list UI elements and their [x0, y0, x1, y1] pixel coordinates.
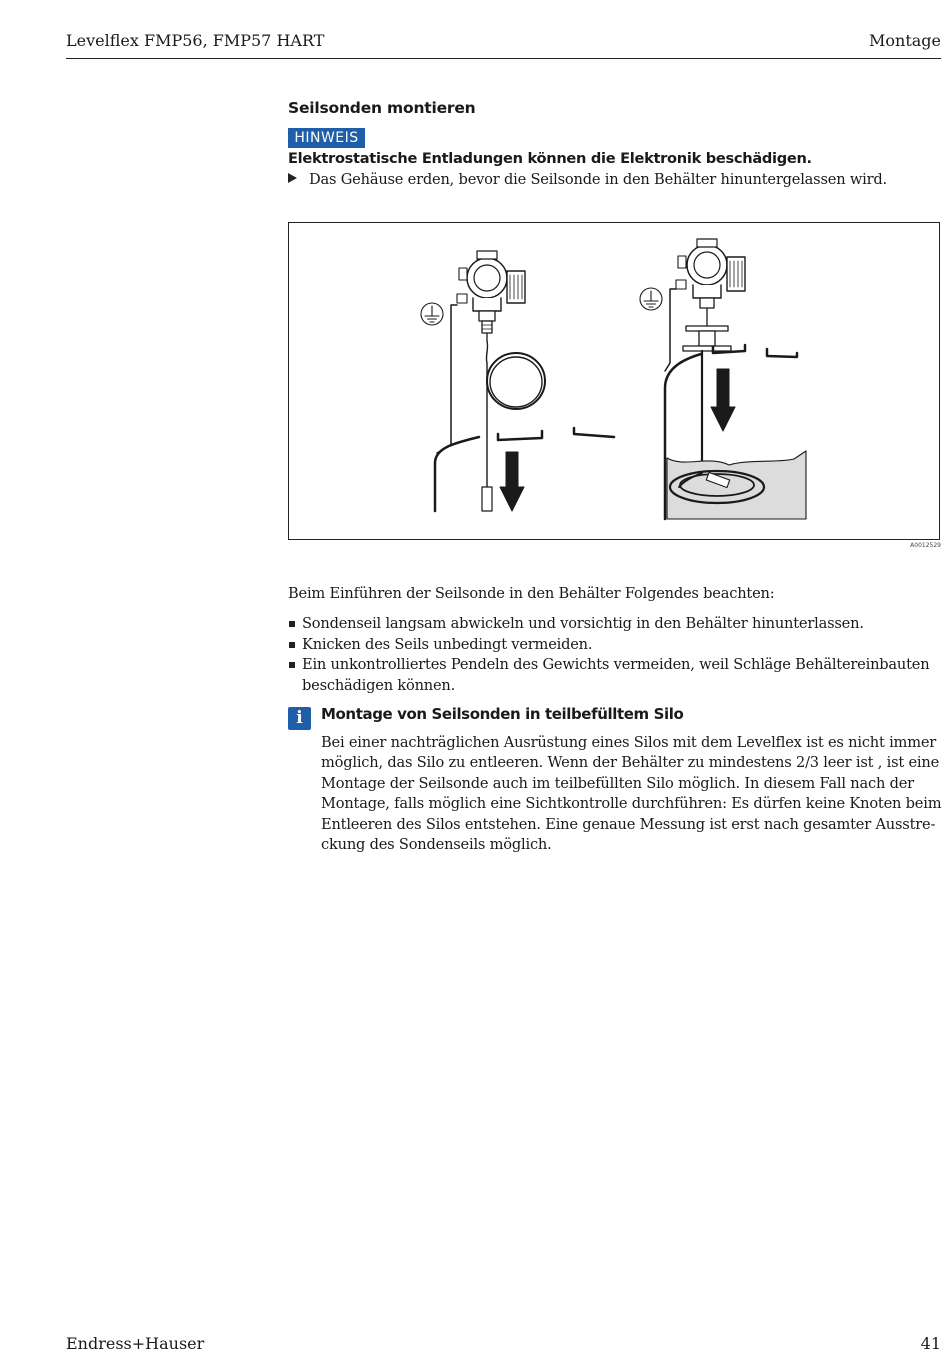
installation-figure [288, 222, 940, 540]
header-document-title: Levelflex FMP56, FMP57 HART [66, 31, 325, 50]
info-line: Montage der Seilsonde auch im teilbefüllten Silo möglich. In diesem Fall nach der [321, 774, 914, 792]
list-item-text: Knicken des Seils unbedingt vermeiden. [302, 635, 593, 653]
bullet-square-icon [289, 642, 295, 648]
intro-text: Beim Einführen der Seilsonde in den Behälter Folgendes beachten: [288, 585, 775, 602]
footer-company: Endress+Hauser [66, 1334, 205, 1353]
section-title: Seilsonden montieren [288, 99, 476, 117]
header-rule [66, 58, 941, 59]
bullet-square-icon [289, 621, 295, 627]
page-number: 41 [920, 1334, 941, 1353]
silo-fill-material [667, 451, 806, 519]
list-item [288, 614, 938, 635]
list-item [288, 655, 938, 696]
left-silo [435, 428, 614, 511]
instruction-list [288, 614, 938, 696]
notice-badge: HINWEIS [288, 128, 365, 148]
list-item-text: Sondenseil langsam abwickeln und vorsichtig in den Behälter hinunterlassen. [302, 615, 864, 632]
left-transmitter [457, 251, 525, 341]
right-down-arrow [711, 369, 735, 431]
info-icon: i [288, 707, 311, 730]
list-item-text-continued: beschädigen können. [302, 676, 456, 694]
left-rope [486, 341, 487, 488]
notice-step [288, 171, 887, 188]
left-probe-weight [482, 487, 492, 511]
right-ground-symbol [640, 288, 662, 310]
right-transmitter [676, 239, 745, 351]
notice-heading: Elektrostatische Entladungen können die Elektronik beschädigen. [288, 150, 812, 167]
left-down-arrow [500, 452, 524, 511]
bullet-square-icon [289, 662, 295, 668]
header-chapter: Montage [869, 31, 941, 50]
left-ground-cable [437, 305, 457, 453]
info-line: ckung des Sondenseils möglich. [321, 836, 552, 854]
info-line: Montage, falls möglich eine Sichtkontrolle durchführen: Es dürfen keine Knoten beim [321, 795, 942, 813]
list-item [288, 635, 938, 656]
notice-step-text: Das Gehäuse erden, bevor die Seilsonde in den Behälter hinuntergelassen wird. [309, 171, 887, 188]
rope-probe-illustration [289, 223, 939, 539]
right-ground-cable [665, 289, 676, 371]
left-rope-coil [487, 353, 545, 409]
left-ground-symbol [421, 303, 443, 325]
info-line: Entleeren des Silos entstehen. Eine genaue Messung ist erst nach gesamter Ausstre- [321, 815, 936, 833]
arrow-right-icon [288, 173, 297, 183]
info-line: Bei einer nachträglichen Ausrüstung eines Silos mit dem Levelflex ist es nicht immer [321, 734, 937, 751]
info-title: Montage von Seilsonden in teilbefülltem Silo [321, 705, 684, 723]
info-line: möglich, das Silo zu entleeren. Wenn der Behälter zu mindestens 2/3 leer ist , ist eine [321, 754, 940, 772]
list-item-text: Ein unkontrolliertes Pendeln des Gewichts vermeiden, weil Schläge Behältereinbauten [302, 656, 930, 673]
figure-id: A0012529 [910, 542, 941, 549]
info-body [321, 733, 941, 855]
